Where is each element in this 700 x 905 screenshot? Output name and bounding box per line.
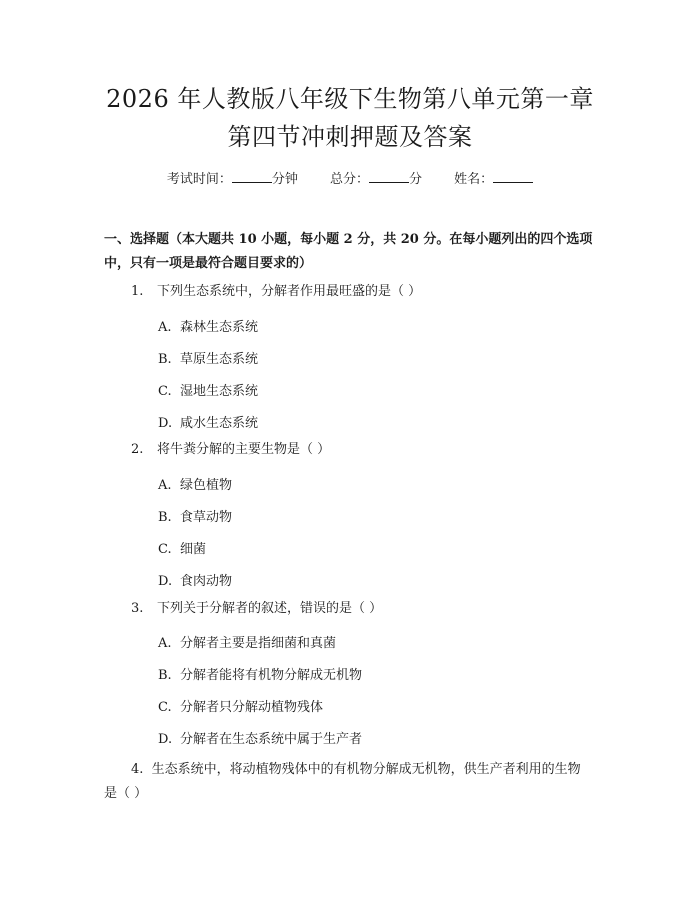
option-text: 湿地生态系统 [180, 384, 259, 399]
option-3a [158, 632, 336, 651]
time-field [167, 172, 302, 187]
option-2b [158, 506, 232, 525]
name-blank [493, 170, 533, 183]
question-number: 1. [131, 284, 144, 299]
name-field [454, 172, 533, 187]
question-2 [131, 438, 586, 462]
option-letter: A. [158, 636, 172, 651]
option-1c [158, 380, 258, 399]
time-unit: 分钟 [271, 172, 298, 187]
option-letter: C. [158, 700, 172, 715]
option-2d [158, 570, 232, 589]
question-3 [131, 597, 586, 621]
option-letter: B. [158, 352, 172, 367]
option-2a [158, 474, 232, 493]
option-letter: B. [158, 510, 172, 525]
option-text: 草原生态系统 [180, 352, 259, 367]
title-line-2: 第四节冲刺押题及答案 [227, 123, 473, 151]
question-number: 3. [131, 601, 144, 616]
option-letter: A. [158, 478, 172, 493]
question-1 [131, 280, 586, 304]
section-heading: 一、选择题（本大题共 10 小题，每小题 2 分，共 20 分。在每小题列出的四个选项中，只有一项是最符合题目要求的） [104, 232, 593, 271]
option-text: 食肉动物 [180, 574, 233, 589]
question-4 [104, 758, 584, 806]
score-field [330, 172, 426, 187]
option-text: 森林生态系统 [180, 320, 259, 335]
option-text: 食草动物 [180, 510, 233, 525]
question-text: 将牛粪分解的主要生物是（ ） [157, 442, 331, 457]
exam-title [0, 80, 700, 156]
question-text: 生态系统中，将动植物残体中的有机物分解成无机物，供生产者利用的生物是（ ） [104, 762, 581, 801]
option-text: 分解者主要是指细菌和真菌 [180, 636, 337, 651]
question-number: 4. [131, 762, 144, 777]
option-3d [158, 728, 362, 747]
question-number: 2. [131, 442, 144, 457]
question-text: 下列关于分解者的叙述，错误的是（ ） [157, 601, 383, 616]
time-blank [232, 170, 272, 183]
option-text: 分解者能将有机物分解成无机物 [180, 668, 363, 683]
option-text: 绿色植物 [180, 478, 233, 493]
option-letter: D. [158, 732, 173, 747]
option-1d [158, 412, 258, 431]
question-text: 下列生态系统中，分解者作用最旺盛的是（ ） [157, 284, 422, 299]
option-text: 分解者只分解动植物残体 [180, 700, 324, 715]
option-3b [158, 664, 362, 683]
option-1a [158, 316, 258, 335]
option-text: 咸水生态系统 [180, 416, 259, 431]
option-letter: D. [158, 574, 173, 589]
name-label: 姓名： [454, 172, 494, 187]
option-3c [158, 696, 323, 715]
time-label: 考试时间： [166, 172, 232, 187]
exam-meta [0, 168, 700, 187]
option-2c [158, 538, 206, 557]
title-line-1: 2026 年人教版八年级下生物第八单元第一章 [106, 85, 594, 113]
score-label: 总分： [329, 172, 369, 187]
option-letter: B. [158, 668, 172, 683]
option-letter: A. [158, 320, 172, 335]
option-letter: C. [158, 384, 172, 399]
option-text: 分解者在生态系统中属于生产者 [180, 732, 363, 747]
option-letter: C. [158, 542, 172, 557]
score-blank [369, 170, 409, 183]
score-unit: 分 [409, 172, 423, 187]
option-text: 细菌 [180, 542, 207, 557]
option-letter: D. [158, 416, 173, 431]
option-1b [158, 348, 258, 367]
